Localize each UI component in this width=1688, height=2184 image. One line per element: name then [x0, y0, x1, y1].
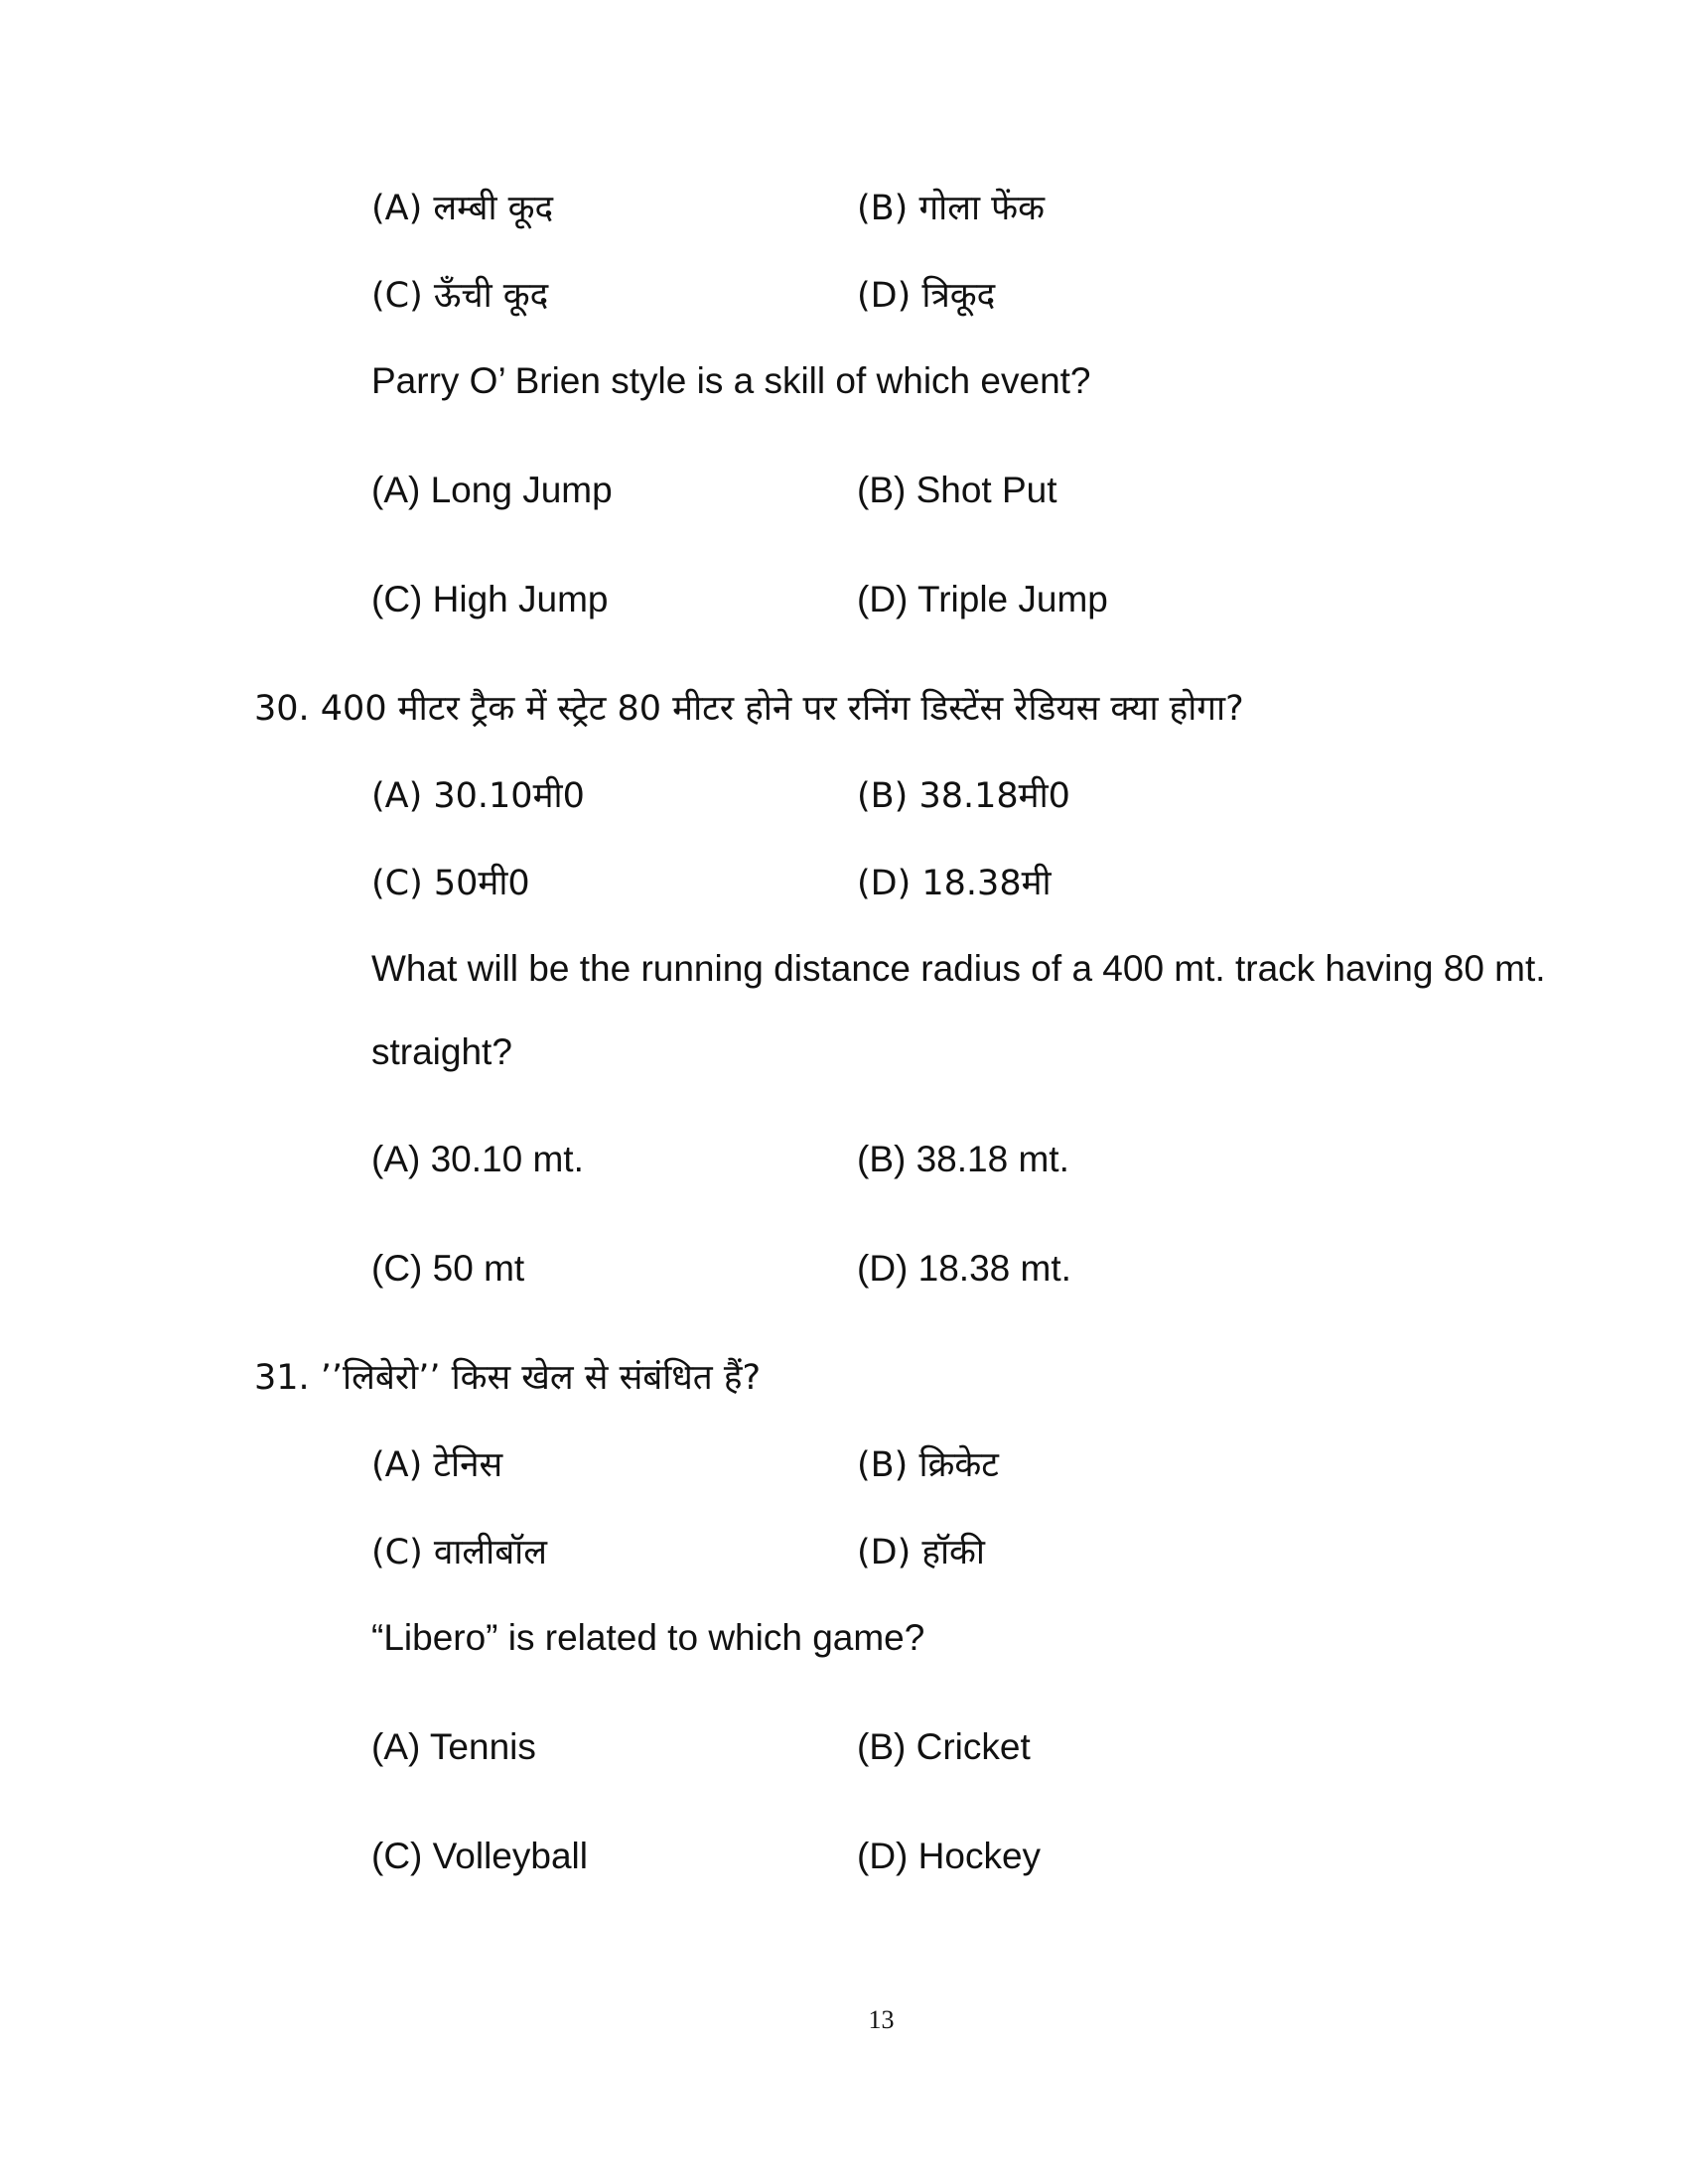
q29-en-option-c: (C) High Jump: [371, 579, 609, 619]
q31-hi-option-c: (C) वालीबॉल: [371, 1533, 547, 1572]
q30-en-option-b: (B) 38.18 mt.: [857, 1139, 1069, 1179]
q29-en-question: Parry O’ Brien style is a skill of which event?: [371, 360, 1091, 401]
q29-hi-option-c: (C) ऊँची कूद: [371, 276, 549, 316]
q31-hi-option-b: (B) क्रिकेट: [857, 1445, 999, 1485]
page-number: 13: [868, 2005, 895, 2034]
q30-en-option-c: (C) 50 mt: [371, 1248, 525, 1289]
q30-en-question: What will be the running distance radius of a 400 mt. track having 80 mt. straight?: [371, 948, 1546, 1072]
q30-en-option-d: (D) 18.38 mt.: [857, 1248, 1071, 1289]
q29-hi-option-b: (B) गोला फेंक: [857, 189, 1046, 228]
q31-hi-option-d: (D) हॉकी: [857, 1533, 985, 1572]
q30-hi-question: 30. 400 मीटर ट्रैक में स्ट्रेट 80 मीटर होने पर रनिंग डिस्टेंस रेडियस क्या होगा?: [254, 689, 1244, 729]
q31-hi-question: 31. ’’लिबेरो’’ किस खेल से संबंधित हैं?: [254, 1358, 762, 1398]
q31-en-option-c: (C) Volleyball: [371, 1836, 588, 1876]
q31-en-option-d: (D) Hockey: [857, 1836, 1042, 1876]
q31-hi-option-a: (A) टेनिस: [371, 1445, 503, 1485]
q31-en-option-a: (A) Tennis: [371, 1726, 536, 1767]
q30-en-option-a: (A) 30.10 mt.: [371, 1139, 584, 1179]
q30-hi-option-b: (B) 38.18मी0: [857, 776, 1070, 816]
q31-en-question: “Libero” is related to which game?: [371, 1617, 925, 1658]
q31-en-option-b: (B) Cricket: [857, 1726, 1031, 1767]
q30-hi-option-d: (D) 18.38मी: [857, 864, 1052, 903]
q29-en-option-a: (A) Long Jump: [371, 470, 613, 510]
q30-hi-option-c: (C) 50मी0: [371, 864, 530, 903]
q29-en-option-d: (D) Triple Jump: [857, 579, 1108, 619]
q29-hi-option-a: (A) लम्बी कूद: [371, 189, 554, 228]
q29-en-option-b: (B) Shot Put: [857, 470, 1057, 510]
q29-hi-option-d: (D) त्रिकूद: [857, 276, 996, 316]
q30-hi-option-a: (A) 30.10मी0: [371, 776, 585, 816]
